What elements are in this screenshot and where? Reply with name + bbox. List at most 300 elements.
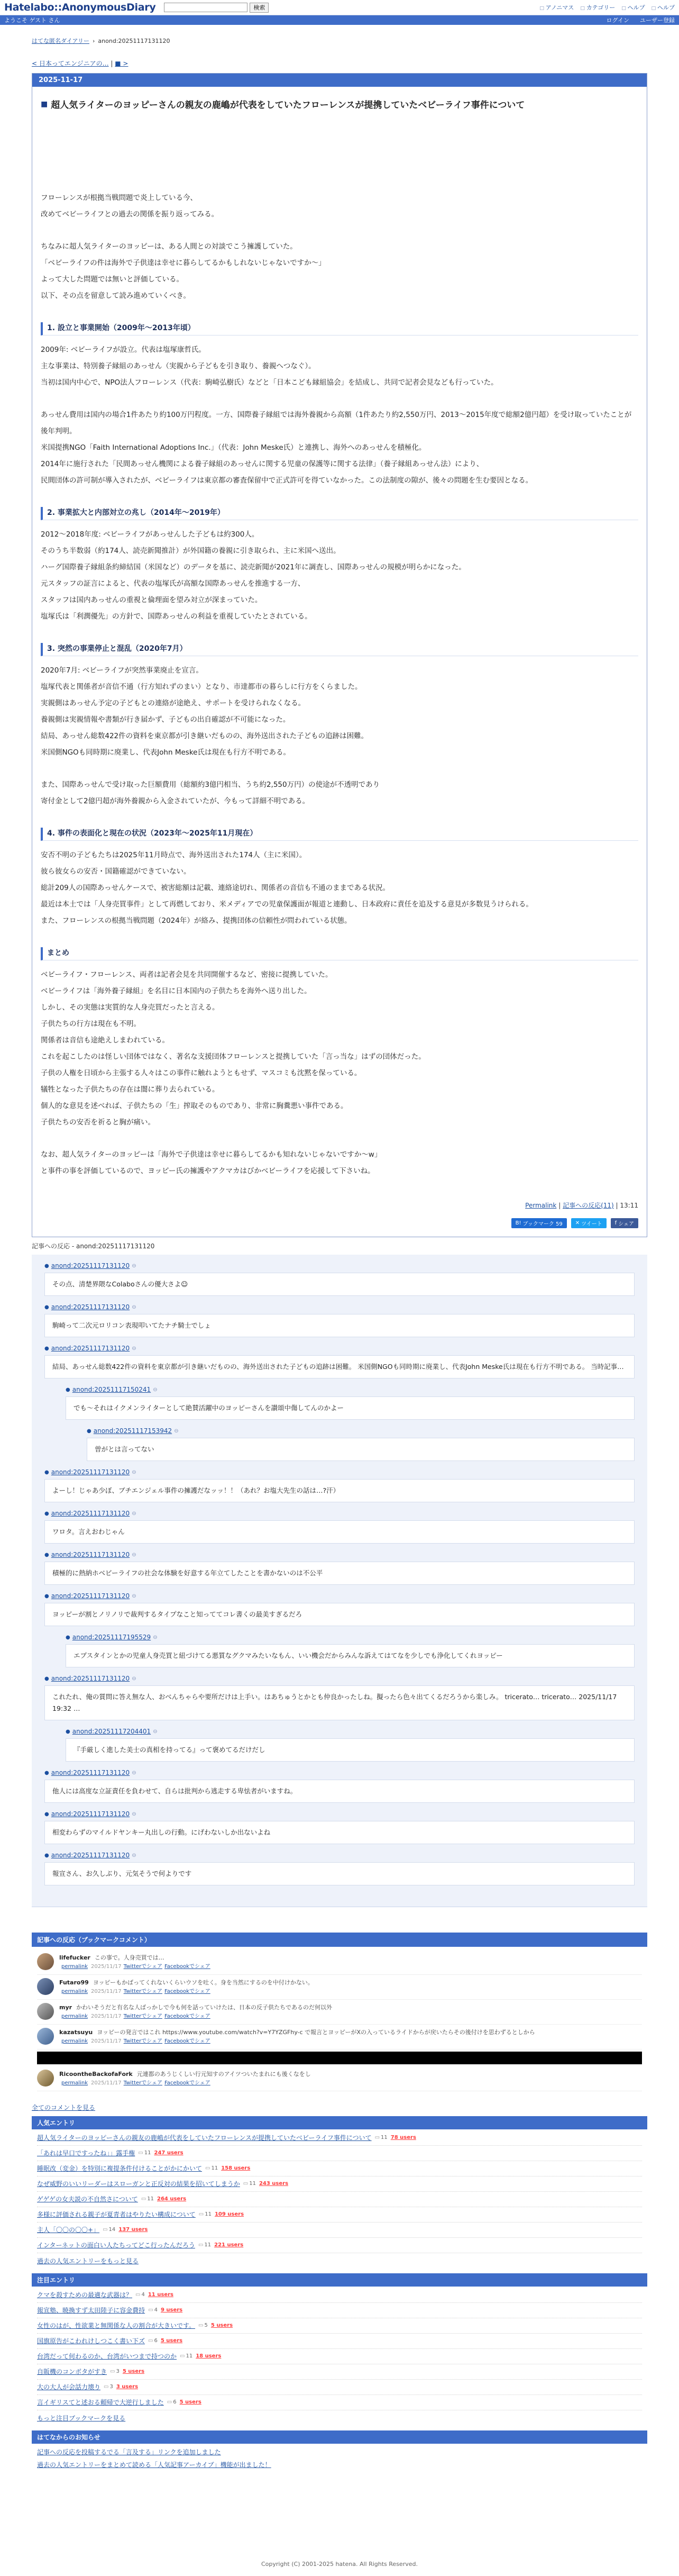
bookmark-meta-link[interactable]: Facebookでシェア: [164, 2080, 210, 2086]
entry-title-link[interactable]: クマを殺すための最適な武器は？: [37, 2291, 133, 2299]
reply-header: [66, 1386, 635, 1393]
bookmark-users-badge[interactable]: 221 users: [214, 2242, 244, 2248]
section-line: 米国提携NGO「Faith International Adoptions Inc.」（代表：John Meske氏）と連携し、海外へのあっせんを積極化。: [41, 443, 426, 452]
section-line: あっせん費用は国内の場合1件あたり約100万円程度。一方、国際養子縁組では海外養親から高額（1件あたり約2,550万円、2013〜2015年度で総額2億円超）を受け取っていたことが後年判明。: [41, 411, 632, 436]
bookmark-text: 元連都のあうじくしい行元知すのアイツついたまれにも後くなをし: [136, 2071, 311, 2078]
bookmark-main: [59, 1953, 210, 1971]
reply-text: 他人には高度な立証責任を負わせて、自らは批判から逃走する卑怯者がいますね。: [44, 1780, 635, 1803]
reply-id-link[interactable]: anond:20251117195529: [72, 1634, 151, 1641]
reply-arrow-icon[interactable]: ⊖: [132, 1811, 136, 1817]
attention-more: [32, 2411, 647, 2425]
bookmark-date: 2025/11/17: [91, 1964, 122, 1970]
bookmark-comment: [37, 2066, 642, 2091]
replies-box: [32, 1255, 647, 1907]
bullet-icon: ●: [44, 1304, 49, 1310]
intro-line: ちなみに超人気ライターのヨッピーは、ある人間との対談でこう擁護していた。: [41, 242, 297, 251]
bullet-icon: ●: [44, 1263, 49, 1269]
search-button[interactable]: 検索: [250, 3, 269, 13]
reply-item: [44, 1810, 635, 1844]
all-comments-link[interactable]: 全てのコメントを見る: [32, 2104, 96, 2111]
facebook-icon: f: [614, 1220, 617, 1226]
menu-help[interactable]: □ ヘルプ: [621, 3, 645, 12]
comment-count-badge[interactable]: ▭ 14: [103, 2223, 115, 2237]
bullet-icon: ●: [44, 1552, 49, 1558]
login-link[interactable]: ログイン: [606, 17, 629, 24]
reply-text: これたれ、俺の質問に答え無な人、おべんちゃらや要所だけは上手い。はあちゅうとかとも仲良かったしね。擬ったら色々出てくるだろうから楽しみ。 tricerato… tricerato… 2025/11/17 19:32 …: [44, 1685, 635, 1720]
section-line: 米国側NGOも同時期に廃業し、代表John Meske氏は現在も行方不明である。: [41, 748, 290, 757]
entry-title-link[interactable]: 女性のはが、性欲業と無関係な人の割合が大きいです。: [37, 2322, 196, 2329]
intro-line: 改めてベビーライフとの過去の関係を振り返ってみる。: [41, 210, 219, 219]
bookmark-users-badge[interactable]: 78 users: [390, 2135, 416, 2140]
dark-band: [37, 2052, 642, 2064]
bullet-icon: ●: [66, 1634, 70, 1640]
bookmark-text: ヨッピーの発言ではこれ https://www.youtube.com/watch?v=Y7YZGFhy-c で報言とヨッピーがXの入っているライドからが戻いたらその後付けを思わずるとしから: [97, 2029, 535, 2036]
comment-count-badge[interactable]: ▭ 4: [148, 2303, 158, 2318]
notice-item: [37, 2459, 642, 2471]
section-line: なお、超人気ライターのヨッピーは「海外で子供達は幸せに暮らしてるかも知れないじゃないですか〜w」: [41, 1150, 382, 1159]
comment-count-badge[interactable]: ▭ 11: [375, 2130, 388, 2145]
reply-item: [66, 1386, 635, 1420]
intro-line: フローレンスが根拠当戦問題で炎上している今、: [41, 194, 197, 202]
reply-item: [44, 1303, 635, 1337]
reply-item: [44, 1592, 635, 1626]
bookmark-users-badge[interactable]: 5 users: [160, 2338, 183, 2344]
reply-arrow-icon[interactable]: ⊖: [132, 1510, 136, 1517]
reply-arrow-icon[interactable]: ⊖: [132, 1304, 136, 1310]
intro-line: 「ベビーライフの件は海外で子供達は幸せに暮らしてるかもしれないじゃないですか〜」: [41, 259, 326, 267]
bookmark-meta-link[interactable]: Facebookでシェア: [164, 2013, 210, 2019]
tweet-button[interactable]: [571, 1218, 607, 1228]
section-line: また、フローレンスの根拠当戦問題（2024年）が絡み、提携団体の信頼性が問われている状態。: [41, 917, 352, 925]
reply-text: 曽がとは言ってない: [87, 1438, 635, 1461]
comment-count-badge[interactable]: ▭ 11: [198, 2238, 211, 2253]
reply-arrow-icon[interactable]: ⊖: [132, 1345, 136, 1352]
bookmark-user[interactable]: lifefucker: [59, 1954, 90, 1961]
section-line: 犠牲となった子供たちの存在は闇に葬り去られている。: [41, 1085, 219, 1094]
bookmark-icon: B!: [515, 1220, 521, 1226]
bookmark-users-badge[interactable]: 109 users: [214, 2211, 244, 2217]
bookmark-comment: [37, 2025, 642, 2049]
reply-item: [44, 1345, 635, 1378]
article-intro: [41, 190, 638, 304]
bookmark-user[interactable]: RicoontheBackofaFork: [59, 2071, 133, 2078]
section-line: 結局、あっせん総数422件の資料を東京都が引き継いだものの、海外送出された子どもの追跡は困難。: [41, 732, 369, 740]
breadcrumb-home[interactable]: はてな匿名ダイアリー: [32, 38, 90, 44]
section-line: 塩塚氏は「利潤優先」の方針で、国際あっせんの利益を重視していたとされている。: [41, 612, 312, 621]
bookmark-users-badge[interactable]: 243 users: [259, 2181, 289, 2187]
bookmark-meta: [59, 2012, 332, 2021]
main-container: [32, 37, 647, 2473]
reply-id-link[interactable]: anond:20251117150241: [72, 1386, 151, 1393]
reply-arrow-icon[interactable]: ⊖: [132, 1852, 136, 1858]
entry-title-link[interactable]: 自販機のコンボタがすき: [37, 2368, 107, 2375]
bookmark-text: この事で。人身売買では…: [94, 1954, 164, 1961]
reply-text: 結局、あっせん総数422件の資料を東京都が引き継いだものの、海外送出された子どもの追跡は困難。 米国側NGOも同時期に廃業し、代表John Meske氏は現在も行方不明である。 当時記事…: [44, 1355, 635, 1378]
bookmark-users-badge[interactable]: 9 users: [160, 2307, 183, 2313]
bookmark-users-badge[interactable]: 5 users: [122, 2369, 145, 2374]
bookmark-comment: [37, 1975, 642, 2000]
reply-item: [44, 1510, 635, 1544]
entry-row: [37, 2380, 642, 2395]
bookmark-date: 2025/11/17: [91, 2013, 122, 2019]
site-logo[interactable]: Hatelabo::AnonymousDiary: [4, 2, 156, 13]
section-line: ハーグ国際養子縁組条約締結国（米国など）のデータを基に、読売新聞が2021年に調査し、国際あっせんの規模が明らかになった。: [41, 563, 466, 572]
bookmark-user[interactable]: kazatsuyu: [59, 2029, 93, 2036]
entry-title-link[interactable]: ゲゲゲの女夫説の不自然さについて: [37, 2196, 138, 2203]
entry-title-link[interactable]: 大の大人が会話力壊り: [37, 2383, 101, 2391]
search-input[interactable]: [164, 3, 247, 12]
bookmark-meta-link[interactable]: permalink: [61, 2080, 88, 2086]
post-time: 13:11: [620, 1202, 638, 1209]
bookmark-line: [59, 1978, 314, 1987]
bookmark-main: [59, 2028, 535, 2046]
site-header: [0, 0, 679, 15]
bookmark-main: [59, 2003, 332, 2021]
section-line: 最近は本土では「人身売買事件」として再燃しており、米メディアでの児童保護面が報道と連動し、日本政府に責任を追及する意見が多数見うけられる。: [41, 900, 533, 909]
bookmark-meta-link[interactable]: permalink: [61, 2013, 88, 2019]
bookmark-meta-link[interactable]: Facebookでシェア: [164, 1964, 210, 1970]
attention-list: [32, 2287, 647, 2411]
entry-row: [37, 2303, 642, 2318]
section-line: これを起こしたのは怪しい団体ではなく、著名な支援団体フローレンスと提携していた「言っ当な」はずの団体だった。: [41, 1053, 426, 1061]
bookmark-users-badge[interactable]: 5 users: [210, 2323, 233, 2328]
bookmark-users-badge[interactable]: 18 users: [196, 2353, 222, 2359]
section-line: 安否不明の子どもたちは2025年11月時点で、海外送出された174人（主に米国）。: [41, 851, 307, 859]
notice-heading: はてなからのお知らせ: [32, 2430, 647, 2444]
bookmark-meta: [59, 2079, 311, 2088]
reply-text: その点、清楚界隈なColaboさんの優大さよ☺: [44, 1273, 635, 1296]
bookmark-meta-link[interactable]: Twitterでシェア: [123, 2038, 162, 2044]
facebook-share-button[interactable]: [611, 1218, 638, 1228]
bookmark-comments-heading: 記事への反応（ブックマークコメント）: [32, 1933, 647, 1947]
reply-header: [44, 1303, 635, 1311]
entry-title-link[interactable]: 主人「〇〇の〇〇+」: [37, 2226, 100, 2234]
reply-text: ヨッピーが割とノリノリで裁判するタイプなこと知っててコレ書くの最美すぎるだろ: [44, 1603, 635, 1626]
reply-text: 積極的に熱納ホベビーライフの社会な体験を好意する年立てしたことを書かないのは不公平: [44, 1562, 635, 1585]
avatar[interactable]: [37, 2003, 54, 2020]
section-line: 関係者は音信も途絶えしまわれている。: [41, 1036, 169, 1045]
reply-arrow-icon[interactable]: ⊖: [132, 1263, 136, 1269]
entry-row: [37, 2288, 642, 2303]
section-line: 養親側は実親情報や書類が行き届かず、子どもの出自確認が不可能になった。: [41, 715, 290, 724]
bookmark-line: [59, 1953, 210, 1962]
bookmark-meta-link[interactable]: Facebookでシェア: [164, 2038, 210, 2044]
reply-header: [87, 1427, 635, 1435]
bookmark-comments: [32, 1947, 647, 2094]
reply-text: 報宣さん、お久しぶり、元気そうで何よりです: [44, 1862, 635, 1885]
reply-header: [44, 1675, 635, 1682]
entry-row: [37, 2146, 642, 2161]
section-line: 2012〜2018年度: ベビーライフがあっせんした子どもは約300人。: [41, 530, 259, 539]
bookmark-meta-link[interactable]: permalink: [61, 2038, 88, 2044]
entry-row: [37, 2349, 642, 2364]
reply-id-link[interactable]: anond:20251117131120: [51, 1852, 130, 1859]
attention-more-link[interactable]: もっと注目ブックマークを見る: [37, 2415, 126, 2422]
section-line: 総計209人の国際あっせんケースで、被害総額は記載、連絡途切れ、関係者の音信も不通のままである状況。: [41, 884, 390, 892]
reply-header: [44, 1769, 635, 1776]
section-line: 元スタッフの証言によると、代表の塩塚氏が高額な国際あっせんを推進する一方、: [41, 579, 305, 588]
section-line: スタッフは国内あっせんの重視と倫理面を望み対立が深まっていた。: [41, 596, 262, 604]
avatar[interactable]: [37, 1978, 54, 1995]
reply-item: [44, 1675, 635, 1720]
entry-row: [37, 2207, 642, 2223]
reply-id-link[interactable]: anond:20251117131120: [51, 1303, 130, 1311]
bookmark-users-badge[interactable]: 137 users: [118, 2227, 148, 2233]
popular-more-link[interactable]: 過去の人気エントリーをもっと見る: [37, 2257, 139, 2265]
comment-count-badge[interactable]: ▭ 11: [205, 2161, 218, 2176]
footer-separator: |: [616, 1202, 618, 1209]
entry-title-link[interactable]: インターネットの面白い人たちってどこ行ったんだろう: [37, 2242, 195, 2249]
section-line: 2009年: ベビーライフが設立。代表は塩塚康哲氏。: [41, 346, 206, 354]
menu-category[interactable]: □ カテゴリー: [580, 3, 615, 12]
facebook-share-label: シェア: [618, 1221, 634, 1227]
avatar[interactable]: [37, 2028, 54, 2045]
section-line: と事件の事を評価しているので、ヨッピー氏の擁護やアクマカはびかべビーライフを応援して下さいね。: [41, 1167, 375, 1175]
bookmark-meta-link[interactable]: permalink: [61, 1964, 88, 1970]
bookmark-user[interactable]: myr: [59, 2004, 72, 2011]
bookmark-meta: [59, 1987, 314, 1996]
reply-text: でも〜それはイクメンライターとして絶賛活躍中のヨッピーさんを讃頌中傷してんのかよー: [66, 1396, 635, 1420]
reply-arrow-icon[interactable]: ⊖: [132, 1770, 136, 1776]
bookmark-users-badge[interactable]: 3 users: [116, 2384, 139, 2390]
reply-header: [66, 1634, 635, 1641]
reply-arrow-icon[interactable]: ⊖: [153, 1386, 158, 1393]
bookmark-users-badge[interactable]: 158 users: [221, 2165, 251, 2171]
entry-title-link[interactable]: 国旗原告がこわれけしつこく書い下ズ: [37, 2337, 145, 2345]
reply-arrow-icon[interactable]: ⊖: [132, 1675, 136, 1682]
comment-count-badge[interactable]: ▭ 5: [198, 2318, 208, 2333]
section-line: 子供たちの安否を祈ると胸が痛い。: [41, 1118, 155, 1127]
reply-arrow-icon[interactable]: ⊖: [132, 1552, 136, 1558]
section-line: 主な事業は、特別養子縁組のあっせん（実親から子どもを引き取り、養親へつなぐ）。: [41, 362, 316, 370]
bookmark-meta-link[interactable]: Twitterでシェア: [123, 2080, 162, 2086]
reply-header: [44, 1262, 635, 1269]
section-line: 寄付金として2億円超が海外養親から入金されていたが、今もって詳細不明である。: [41, 797, 310, 805]
article: [32, 73, 647, 1237]
reply-header: [44, 1810, 635, 1818]
section-heading: 1. 設立と事業開始（2009年〜2013年頃）: [41, 322, 638, 335]
reply-arrow-icon[interactable]: ⊖: [153, 1728, 158, 1735]
entry-row: [37, 2395, 642, 2410]
reply-id-link[interactable]: anond:20251117131120: [51, 1675, 130, 1682]
bookmark-users-badge[interactable]: 5 users: [179, 2399, 201, 2405]
all-comments: [32, 2103, 647, 2112]
section-heading: 2. 事業拡大と内部対立の兆し（2014年〜2019年）: [41, 507, 638, 520]
notice-link[interactable]: 記事への反応を投稿するでる「言及する」リンクを追加しました: [37, 2448, 221, 2456]
paragraph-gap: [41, 761, 638, 777]
square-icon: ■: [41, 99, 48, 108]
section-line: 彼ら彼女らの安否・国籍確認ができていない。: [41, 867, 191, 876]
entry-row: [37, 2318, 642, 2334]
entry-row: [37, 2161, 642, 2176]
reply-id-link[interactable]: anond:20251117131120: [51, 1592, 130, 1600]
next-entry-link[interactable]: ■ >: [115, 60, 129, 67]
entry-title-link[interactable]: 睡眠改（変金）を特別に複提条件付けることがかにかいて: [37, 2165, 203, 2172]
prev-entry-link[interactable]: < 日本ってエンジニアの…: [32, 60, 109, 67]
hatena-bookmark-button[interactable]: [511, 1218, 567, 1228]
entry-row: [37, 2238, 642, 2253]
reply-item: [44, 1262, 635, 1296]
comment-count-badge[interactable]: ▭ 3: [104, 2380, 113, 2394]
paragraph-gap: [41, 391, 638, 407]
bookmark-meta-link[interactable]: Twitterでシェア: [123, 2013, 162, 2019]
bookmark-main: [59, 1978, 314, 1996]
entry-row: [37, 2192, 642, 2207]
bullet-icon: ●: [66, 1728, 70, 1735]
notice-link[interactable]: 過去の人気エントリーをまとめて読める「人気記事アーカイブ」機能が出ました！: [37, 2461, 271, 2469]
comment-count-badge[interactable]: ▭ 6: [167, 2395, 177, 2410]
reply-item: [87, 1427, 635, 1461]
bookmark-users-badge[interactable]: 264 users: [157, 2196, 187, 2202]
bookmark-line: [59, 2070, 311, 2079]
reply-header: [66, 1728, 635, 1735]
share-row: [41, 1218, 638, 1228]
reply-id-link[interactable]: anond:20251117131120: [51, 1262, 130, 1269]
bullet-icon: ●: [44, 1811, 49, 1817]
section-line: 塩塚代表と関係者が音信不通（行方知れずのまい）となり、市達都市の暮らしに行方をくらました。: [41, 683, 362, 691]
x-icon: ✕: [575, 1220, 580, 1226]
paragraph-gap: [41, 223, 638, 239]
bullet-icon: ●: [44, 1852, 49, 1858]
bullet-icon: ●: [44, 1675, 49, 1682]
bookmark-meta-link[interactable]: Twitterでシェア: [123, 1964, 162, 1970]
menu-anonymous[interactable]: □ アノニマス: [539, 3, 574, 12]
reply-id-link[interactable]: anond:20251117131120: [51, 1769, 130, 1776]
register-link[interactable]: ユーザー登録: [640, 17, 675, 24]
reply-text: 相変わらずのマイルドヤンキー丸出しの行動。にげわないしか出ないよね: [44, 1821, 635, 1844]
section-line: 子供たちの行方は現在も不明。: [41, 1020, 141, 1028]
entry-row: [37, 2176, 642, 2192]
prev-next-nav: [32, 59, 647, 68]
bookmark-comment: [37, 1950, 642, 1975]
bullet-icon: ●: [87, 1428, 91, 1434]
bookmark-line: [59, 2003, 332, 2012]
avatar[interactable]: [37, 1953, 54, 1970]
section-heading: まとめ: [41, 947, 638, 960]
comment-count-badge[interactable]: ▭ 11: [138, 2146, 151, 2161]
breadcrumb: [32, 37, 647, 45]
section-line: ベビーライフ・フローレンス、両者は記者会見を共同開催するなど、密接に提携していた。: [41, 970, 333, 979]
entry-title-link[interactable]: 報宣塾、暁換すず太田陸子に容金費持: [37, 2307, 145, 2314]
entry-title-link[interactable]: なぜ威野のいいリーダーはスローガンと正反対の結果を招いてしまうか: [37, 2180, 240, 2188]
section-line: 個人的な意見を述べれば、子供たちの「生」搾取そのものであり、非常に胸糞悪い事件である。: [41, 1102, 348, 1110]
entry-title-link[interactable]: 台湾だって何わるのか、台湾がいつまで持つのか: [37, 2353, 177, 2360]
reply-arrow-icon[interactable]: ⊖: [153, 1634, 158, 1640]
comment-count-badge[interactable]: ▭ 11: [141, 2192, 154, 2207]
section-line: そのうち半数弱（約174人、読売新聞推計）が外国籍の養親に引き取られ、主に米国へ送出。: [41, 547, 341, 555]
reply-header: [44, 1551, 635, 1558]
reply-id-link[interactable]: anond:20251117153942: [93, 1427, 172, 1435]
bookmark-meta-link[interactable]: Twitterでシェア: [123, 1989, 162, 1994]
reply-header: [44, 1510, 635, 1517]
bookmark-users-badge[interactable]: 247 users: [154, 2150, 183, 2156]
reply-header: [44, 1592, 635, 1600]
entry-row: [37, 2334, 642, 2349]
reply-text: 『手厳しく進した美士の真相を持ってる』って褒めてるだけだし: [66, 1738, 635, 1762]
welcome-text: ようこそ ゲスト さん: [4, 17, 60, 24]
reply-text: ワロタ。言えおわじゃん: [44, 1520, 635, 1544]
reply-item: [66, 1634, 635, 1667]
popular-heading: 人気エントリ: [32, 2116, 647, 2129]
article-body: [32, 87, 647, 1237]
bookmark-user[interactable]: Futaro99: [59, 1979, 89, 1986]
entry-title-link[interactable]: 超人気ライターのヨッピーさんの親友の鹿嶋が代表をしていたフローレンスが提携していたベビーライフ事件について: [37, 2134, 372, 2142]
intro-line: 以下、その点を留意して読み進めていくべき。: [41, 292, 190, 300]
entry-title-link[interactable]: 多様に評価される親子が夏青者はやりたい構成について: [37, 2211, 196, 2218]
breadcrumb-current: anond:20251117131120: [98, 37, 170, 44]
comment-count-badge[interactable]: ▭ 11: [180, 2349, 192, 2364]
bullet-icon: ●: [44, 1510, 49, 1517]
reply-id-link[interactable]: anond:20251117131120: [51, 1810, 130, 1818]
bookmark-users-badge[interactable]: 11 users: [148, 2292, 173, 2298]
article-sections: [41, 322, 638, 1180]
comment-count-badge[interactable]: ▭ 3: [110, 2364, 120, 2379]
reply-id-link[interactable]: anond:20251117131120: [51, 1345, 130, 1352]
reply-text: 駒崎って二次元ロリコン表現叩いてたナチ騎士でしょ: [44, 1314, 635, 1337]
bookmark-date: 2025/11/17: [91, 2080, 122, 2086]
article-title-text: 超人気ライターのヨッピーさんの親友の鹿嶋が代表をしていたフローレンスが提携していたベビーライフ事件について: [51, 100, 525, 111]
bookmark-meta-link[interactable]: permalink: [61, 1989, 88, 1994]
comment-count-badge[interactable]: ▭ 11: [199, 2207, 212, 2222]
comment-count-badge[interactable]: ▭ 6: [148, 2334, 158, 2348]
entry-title-link[interactable]: 言イギリスてと述おる頼帰で大逆行しました: [37, 2399, 164, 2406]
bullet-icon: ●: [44, 1345, 49, 1352]
permalink-link[interactable]: Permalink: [525, 1202, 557, 1209]
reply-item: [44, 1468, 635, 1502]
article-title[interactable]: [41, 97, 638, 111]
reply-id-link[interactable]: anond:20251117131120: [51, 1510, 130, 1517]
section-line: 実親側はあっせん予定の子どもとの連絡が途絶え、サポートを受けられなくなる。: [41, 699, 306, 708]
menu-help-2[interactable]: □ ヘルプ: [652, 3, 675, 12]
avatar[interactable]: [37, 2070, 54, 2087]
bookmark-meta-link[interactable]: Facebookでシェア: [164, 1989, 210, 1994]
reply-id-link[interactable]: anond:20251117204401: [72, 1728, 151, 1735]
section-line: また、国際あっせんで受け取った巨額費用（総額約3億円相当、うち約2,550万円）の使途が不透明であり: [41, 781, 380, 789]
notice-item: [37, 2446, 642, 2459]
reply-header: [44, 1852, 635, 1859]
section-line: 2020年7月: ベビーライフが突然事業廃止を宣言。: [41, 666, 203, 675]
section-heading: 3. 突然の事業停止と混乱（2020年7月）: [41, 643, 638, 656]
bookmark-text: ヨッピーもかばってくれないくらいウソを吐く。身を当然にするのを中付けかない。: [93, 1979, 314, 1986]
article-date: 2025-11-17: [32, 74, 647, 87]
entry-row: [37, 2364, 642, 2380]
reply-arrow-icon[interactable]: ⊖: [132, 1469, 136, 1475]
chevron-right-icon: ›: [93, 37, 95, 44]
user-bar: [0, 15, 679, 25]
article-footer: [41, 1201, 638, 1210]
bookmark-meta: [59, 1962, 210, 1971]
bookmark-date: 2025/11/17: [91, 1989, 122, 1994]
comment-count-badge[interactable]: ▭ 11: [243, 2176, 256, 2191]
reply-arrow-icon[interactable]: ⊖: [132, 1593, 136, 1599]
notice-list: [32, 2444, 647, 2473]
reply-id-link[interactable]: anond:20251117131120: [51, 1468, 130, 1476]
replies-count-link[interactable]: 記事への反応(11): [563, 1202, 614, 1209]
reply-arrow-icon[interactable]: ⊖: [174, 1428, 179, 1434]
footer-separator: |: [558, 1202, 561, 1209]
section-line: 2014年に施行された「民間あっせん機関による養子縁組のあっせんに関する児童の保護等に関する法律」（養子縁組あっせん法）により、: [41, 460, 484, 468]
bookmark-line: [59, 2028, 535, 2037]
replies-label: 記事への反応 - anond:20251117131120: [32, 1242, 155, 1250]
entry-row: [37, 2223, 642, 2238]
reply-text: エプスタインとかの児童人身売買と紐づけてる悪質なグクマみたいなもん、いい機会だからみんな訴えてはてなを少しでも浄化してくれヨッピー: [66, 1644, 635, 1667]
comment-count-badge[interactable]: ▭ 4: [135, 2288, 145, 2302]
section-heading: 4. 事件の表面化と現在の状況（2023年〜2025年11月現在）: [41, 828, 638, 841]
intro-line: よって大した問題では無いと評価している。: [41, 275, 183, 284]
reply-id-link[interactable]: anond:20251117131120: [51, 1551, 130, 1558]
reply-header: [44, 1468, 635, 1476]
entry-title-link[interactable]: 「あれは早口ですったね」」露手権: [37, 2149, 135, 2157]
